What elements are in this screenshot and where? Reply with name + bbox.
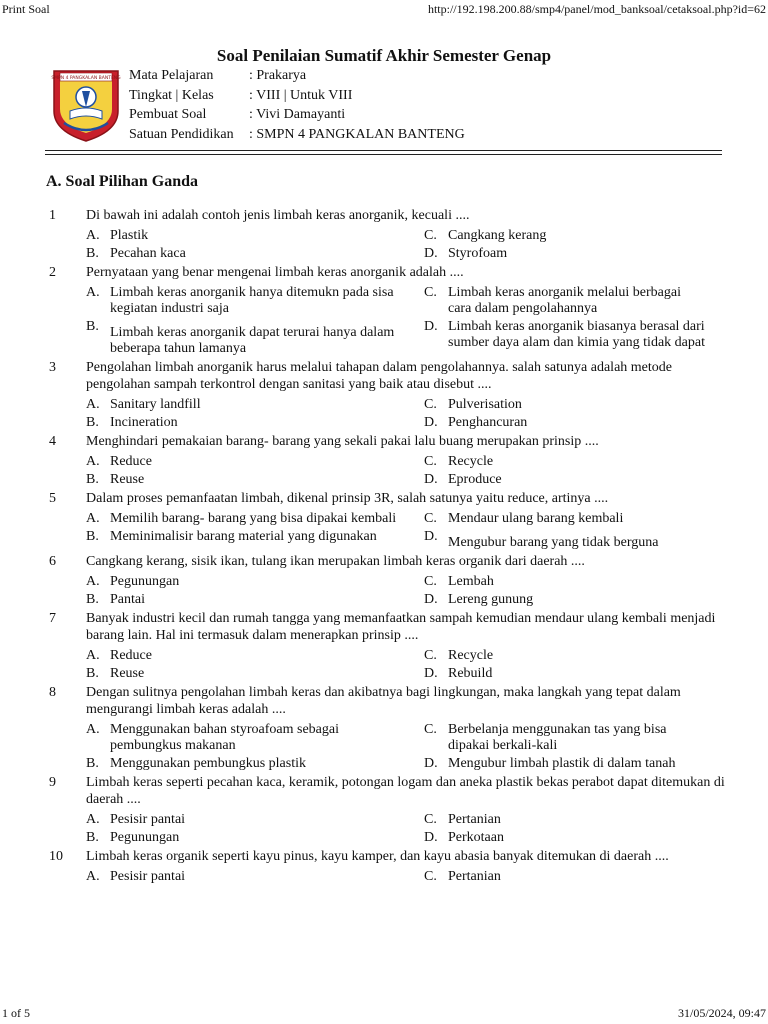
option-text: Pesisir pantai	[110, 812, 186, 827]
exam-metadata	[129, 66, 465, 144]
option-letter: C.	[424, 397, 437, 412]
answer-option	[424, 722, 724, 754]
question-text: Banyak industri kecil dan rumah tangga yang memanfaatkan sampah kemudian mendaur ulang kembali menjadi barang lain. Hal ini termasuk dalam menerapkan prinsip ....	[86, 611, 716, 643]
question-item	[0, 684, 768, 772]
option-text: Berbelanja menggunakan tas yang bisa dipakai berkali-kali	[448, 722, 667, 753]
answer-option	[424, 574, 724, 590]
question-text: Cangkang kerang, sisik ikan, tulang ikan merupakan limbah keras organik dari daerah ....	[86, 554, 585, 569]
option-letter: D.	[424, 415, 438, 430]
question-item	[0, 774, 768, 846]
answer-option	[424, 246, 724, 262]
question-text: Di bawah ini adalah contoh jenis limbah keras anorganik, kecuali ....	[86, 208, 470, 223]
answer-option	[86, 285, 424, 317]
print-footer	[0, 1006, 768, 1024]
option-letter: A.	[86, 511, 100, 526]
answer-option	[424, 415, 724, 431]
option-letter: A.	[86, 722, 100, 737]
meta-row-author: Pembuat Soal : Vivi Damayanti	[129, 107, 346, 122]
answer-option	[424, 812, 724, 828]
option-text: Pecahan kaca	[110, 246, 186, 261]
option-letter: D.	[424, 666, 438, 681]
option-letter: D.	[424, 592, 438, 607]
question-text: Pernyataan yang benar mengenai limbah keras anorganik adalah ....	[86, 265, 464, 280]
option-letter: A.	[86, 648, 100, 663]
question-text: Limbah keras seperti pecahan kaca, keramik, potongan logam dan aneka plastik bekas perabot dapat ditemukan di daerah ....	[86, 775, 725, 807]
option-letter: A.	[86, 454, 100, 469]
answer-option	[86, 529, 424, 551]
option-letter: C.	[424, 869, 437, 884]
answer-option	[86, 574, 424, 590]
option-letter: D.	[424, 529, 438, 544]
answer-option	[86, 246, 424, 262]
question-list	[0, 207, 768, 885]
question-item	[0, 553, 768, 608]
page-indicator: 1 of 5	[2, 1006, 30, 1020]
option-letter: A.	[86, 285, 100, 300]
option-text: Cangkang kerang	[448, 228, 547, 243]
option-letter: A.	[86, 812, 100, 827]
question-item	[0, 848, 768, 885]
question-item	[0, 264, 768, 357]
question-number: 6	[49, 554, 56, 569]
option-letter: B.	[86, 415, 99, 430]
answer-option	[424, 756, 724, 772]
option-text: Menggunakan bahan styroafoam sebagai pembungkus makanan	[110, 722, 339, 753]
answer-option	[86, 812, 424, 828]
question-text: Dalam proses pemanfaatan limbah, dikenal prinsip 3R, salah satunya yaitu reduce, artinya ....	[86, 491, 609, 506]
option-text: Limbah keras anorganik dapat terurai hanya dalam beberapa tahun lamanya	[110, 325, 395, 356]
option-letter: C.	[424, 228, 437, 243]
option-text: Reduce	[110, 454, 152, 469]
question-number: 7	[49, 611, 56, 626]
answer-options	[86, 574, 768, 608]
answer-option	[424, 285, 724, 317]
answer-option	[86, 869, 424, 885]
answer-options	[86, 454, 768, 488]
option-text: Limbah keras anorganik melalui berbagai cara dalam pengolahannya	[448, 285, 681, 316]
page-title: Print Soal	[2, 2, 50, 16]
option-text: Perkotaan	[448, 830, 504, 845]
option-letter: C.	[424, 454, 437, 469]
option-text: Pegunungan	[110, 574, 180, 589]
option-letter: C.	[424, 285, 437, 300]
header-divider	[45, 150, 722, 151]
answer-option	[424, 319, 724, 357]
print-datetime: 31/05/2024, 09:47	[677, 1006, 766, 1020]
answer-options	[86, 228, 768, 262]
option-letter: C.	[424, 812, 437, 827]
answer-option	[86, 397, 424, 413]
option-letter: B.	[86, 666, 99, 681]
option-text: Pesisir pantai	[110, 869, 186, 884]
answer-options	[86, 812, 768, 846]
answer-option	[86, 319, 424, 357]
question-item	[0, 207, 768, 262]
answer-options	[86, 722, 768, 772]
option-letter: C.	[424, 722, 437, 737]
option-text: Pantai	[110, 592, 145, 607]
option-text: Reuse	[110, 472, 145, 487]
answer-options	[86, 397, 768, 431]
option-text: Eproduce	[448, 472, 502, 487]
option-text: Limbah keras anorganik hanya ditemukn pada sisa kegiatan industri saja	[110, 285, 394, 316]
option-text: Pertanian	[448, 812, 501, 827]
option-text: Penghancuran	[448, 415, 528, 430]
option-text: Styrofoam	[448, 246, 508, 261]
answer-option	[86, 756, 424, 772]
section-heading: A. Soal Pilihan Ganda	[46, 173, 199, 190]
question-number: 8	[49, 685, 56, 700]
option-text: Pertanian	[448, 869, 501, 884]
answer-option	[424, 454, 724, 470]
option-letter: B.	[86, 246, 99, 261]
option-text: Limbah keras anorganik biasanya berasal dari sumber daya alam dan kimia yang tidak dapat	[448, 319, 705, 350]
answer-options	[86, 869, 768, 885]
option-letter: C.	[424, 574, 437, 589]
question-text: Limbah keras organik seperti kayu pinus, kayu kamper, dan kayu abasia banyak ditemukan di daerah ....	[86, 849, 669, 864]
answer-option	[86, 592, 424, 608]
header-divider	[45, 154, 722, 155]
option-letter: C.	[424, 648, 437, 663]
question-item	[0, 610, 768, 682]
option-letter: A.	[86, 397, 100, 412]
option-letter: B.	[86, 756, 99, 771]
option-text: Lereng gunung	[448, 592, 534, 607]
answer-options	[86, 511, 768, 551]
answer-option	[86, 415, 424, 431]
option-text: Lembah	[448, 574, 494, 589]
option-letter: A.	[86, 869, 100, 884]
option-text: Recycle	[448, 454, 494, 469]
question-number: 5	[49, 491, 56, 506]
question-number: 9	[49, 775, 56, 790]
option-letter: B.	[86, 830, 99, 845]
answer-option	[424, 529, 724, 551]
question-number: 3	[49, 360, 56, 375]
question-number: 4	[49, 434, 56, 449]
answer-option	[86, 228, 424, 244]
option-text: Menggunakan pembungkus plastik	[110, 756, 306, 771]
option-letter: B.	[86, 592, 99, 607]
option-letter: B.	[86, 529, 99, 544]
option-letter: C.	[424, 511, 437, 526]
option-text: Memilih barang- barang yang bisa dipakai kembali	[110, 511, 397, 526]
answer-option	[424, 592, 724, 608]
meta-row-school: Satuan Pendidikan : SMPN 4 PANGKALAN BANTENG	[129, 126, 465, 142]
question-item	[0, 433, 768, 488]
answer-option	[424, 869, 724, 885]
answer-option	[86, 454, 424, 470]
option-text: Mengubur barang yang tidak berguna	[448, 535, 659, 550]
answer-options	[86, 648, 768, 682]
option-text: Mengubur limbah plastik di dalam tanah	[448, 756, 676, 771]
question-text: Dengan sulitnya pengolahan limbah keras dan akibatnya bagi lingkungan, maka langkah yang tepat dalam mengurangi limbah keras adalah ....	[86, 685, 681, 717]
option-letter: B.	[86, 319, 99, 334]
answer-option	[424, 397, 724, 413]
question-number: 10	[49, 849, 63, 864]
question-item	[0, 490, 768, 551]
option-letter: B.	[86, 472, 99, 487]
answer-option	[86, 722, 424, 754]
option-text: Reuse	[110, 666, 145, 681]
option-text: Mendaur ulang barang kembali	[448, 511, 624, 526]
answer-option	[424, 648, 724, 664]
school-logo	[50, 67, 122, 143]
answer-options	[86, 285, 768, 357]
answer-option	[86, 648, 424, 664]
answer-option	[86, 511, 424, 527]
option-text: Reduce	[110, 648, 152, 663]
answer-option	[424, 228, 724, 244]
meta-row-grade: Tingkat | Kelas : VIII | Untuk VIII	[129, 87, 353, 103]
option-letter: D.	[424, 472, 438, 487]
answer-option	[424, 511, 724, 527]
answer-option	[424, 472, 724, 488]
option-letter: A.	[86, 228, 100, 243]
option-text: Pegunungan	[110, 830, 180, 845]
question-item	[0, 359, 768, 431]
question-text: Pengolahan limbah anorganik harus melalui tahapan dalam pengolahannya. salah satunya adalah metode pengolahan sampah terkontrol dengan sanitasi yang baik atau disebut ....	[86, 360, 672, 392]
question-text: Menghindari pemakaian barang- barang yang sekali pakai lalu buang merupakan prinsip ....	[86, 434, 599, 449]
option-letter: A.	[86, 574, 100, 589]
svg-text:SMPN 4 PANGKALAN BANTENG: SMPN 4 PANGKALAN BANTENG	[51, 76, 121, 81]
option-text: Incineration	[110, 415, 178, 430]
option-text: Recycle	[448, 648, 494, 663]
question-number: 1	[49, 208, 56, 223]
answer-option	[86, 666, 424, 682]
option-letter: D.	[424, 756, 438, 771]
answer-option	[424, 830, 724, 846]
document-title: Soal Penilaian Sumatif Akhir Semester Genap	[216, 46, 552, 65]
page-url: http://192.198.200.88/smp4/panel/mod_banksoal/cetaksoal.php?id=62	[427, 2, 766, 16]
question-number: 2	[49, 265, 56, 280]
option-letter: D.	[424, 246, 438, 261]
option-letter: D.	[424, 830, 438, 845]
meta-row-subject: Mata Pelajaran : Prakarya	[129, 68, 307, 83]
answer-option	[86, 830, 424, 846]
answer-option	[424, 666, 724, 682]
print-header	[0, 0, 768, 18]
answer-option	[86, 472, 424, 488]
option-text: Meminimalisir barang material yang digunakan	[110, 529, 377, 544]
option-letter: D.	[424, 319, 438, 334]
option-text: Sanitary landfill	[110, 397, 201, 412]
option-text: Pulverisation	[448, 397, 522, 412]
option-text: Plastik	[110, 228, 149, 243]
option-text: Rebuild	[448, 666, 493, 681]
